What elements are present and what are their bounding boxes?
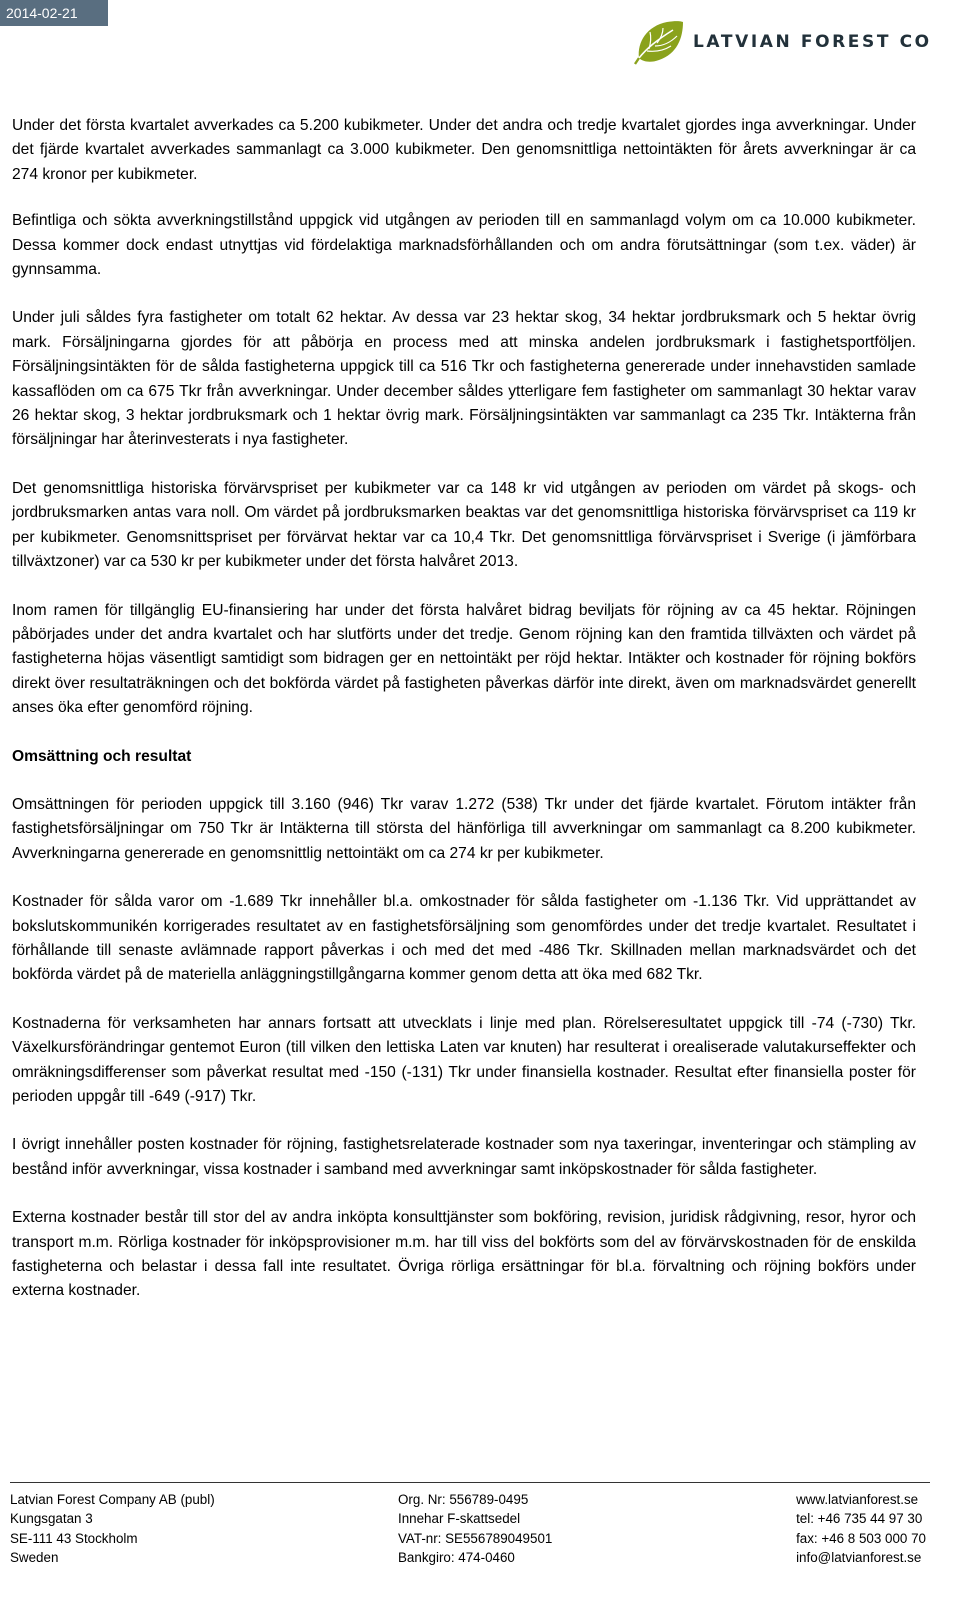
footer-line: SE-111 43 Stockholm: [10, 1530, 138, 1546]
footer-line: Kungsgatan 3: [10, 1511, 93, 1527]
footer-fax: fax: +46 8 503 000 70: [796, 1530, 926, 1546]
footer-line: Sweden: [10, 1550, 59, 1566]
report-date: 2014-02-21: [0, 0, 108, 26]
footer-line: VAT-nr: SE556789049501: [398, 1530, 553, 1546]
footer-company-address: [10, 1490, 215, 1568]
section-heading: Omsättning och resultat: [12, 747, 192, 765]
leaf-icon: [633, 18, 685, 66]
paragraph: Externa kostnader består till stor del av andra inköpta konsulttjänster som bokföring, revision, juridisk rådgivning, resor, hyror och transport m.m. Rörliga kostnader för inköpsprovisioner m.m. har till viss del bokförts som del av förvärvskostnaden för de enskilda fastigheterna och belastar i dessa fall inte resultatet. Övriga rörliga ersättningar för bl.a. förvaltning och röjning bokförs under externa kostnader.: [12, 1209, 916, 1300]
footer-line: Bankgiro: 474-0460: [398, 1550, 515, 1566]
paragraph: Det genomsnittliga historiska förvärvspriset per kubikmeter var ca 148 kr vid utgången av perioden om värdet på skogs- och jordbruksmarken antas vara noll. Om värdet på jordbruksmarken beaktas var det genomsnittliga historiska förvärvspriset ca 119 kr per kubikmeter. Genomsnittspriset per förvärvat hektar var ca 10,4 Tkr. Det genomsnittliga förvärvspriset i Sverige (i jämförbara tillväxtzoner) var ca 530 kr per kubikmeter under det första halvåret 2013.: [12, 479, 916, 571]
footer-website-link[interactable]: www.latvianforest.se: [796, 1492, 919, 1507]
footer-phone: tel: +46 735 44 97 30: [796, 1511, 923, 1527]
footer-contact: [796, 1490, 926, 1568]
paragraph: Inom ramen för tillgänglig EU-finansiering har under det första halvåret bidrag beviljats för röjning av ca 45 hektar. Röjningen påbörjades under det andra kvartalet och har slutförts under det tredje. Genom röjning kan den framtida tillväxten och värdet på fastigheterna höjas väsentligt samtidigt som bidragen ger en nettointäkt per röjd hektar. Intäkter och kostnader för röjning bokförs direkt över resultaträkningen och det bokförda värdet på fastigheten påverkas därför inte direkt, även om marknadsvärdet generellt anses öka efter genomförd röjning.: [12, 601, 916, 717]
footer-email-link[interactable]: info@latvianforest.se: [796, 1550, 922, 1566]
footer-line: Innehar F-skattsedel: [398, 1511, 521, 1527]
footer-registration: [398, 1490, 552, 1568]
footer-divider: [10, 1482, 930, 1483]
paragraph: Under det första kvartalet avverkades ca 5.200 kubikmeter. Under det andra och tredje kvartalet gjordes inga avverkningar. Under det fjärde kvartalet avverkades sammanlagt ca 3.000 kubikmeter. Den genomsnittliga nettointäkten för årets avverkningar är ca 274 kronor per kubikmeter.: [12, 117, 916, 183]
logo-text: LATVIAN FOREST CO: [693, 32, 932, 52]
footer-line: Org. Nr: 556789-0495: [398, 1492, 529, 1507]
report-body: [12, 114, 916, 1328]
company-logo: [633, 18, 933, 66]
paragraph: Omsättningen för perioden uppgick till 3.160 (946) Tkr varav 1.272 (538) Tkr under det fjärde kvartalet. Förutom intäkter från fastighetsförsäljningar om 750 Tkr är Intäkterna till största del hänförliga till avverkningar om sammanlagt ca 8.200 kubikmeter. Avverkningarna genererade en genomsnittlig nettointäkt om ca 274 kr per kubikmeter.: [12, 795, 916, 862]
paragraph: I övrigt innehåller posten kostnader för röjning, fastighetsrelaterade kostnader som nya taxeringar, inventeringar och stämpling av bestånd inför avverkningar, vissa kostnader i samband med avverkningar samt inköpskostnader för sålda fastigheter.: [12, 1136, 916, 1178]
footer-line: Latvian Forest Company AB (publ): [10, 1492, 215, 1507]
paragraph: Kostnaderna för verksamheten har annars fortsatt att utvecklats i linje med plan. Rörelseresultatet uppgick till -74 (-730) Tkr. Växelkursförändringar gentemot Euron (till vilken den lettiska Laten var knuten) har resulterat i orealiserade valutakurseffekter och omräkningsdifferenser som påverkat resultat med -150 (-131) Tkr under finansiella kostnader. Resultat efter finansiella poster för perioden uppgår till -649 (-917) Tkr.: [12, 1014, 916, 1105]
paragraph: Befintliga och sökta avverkningstillstånd uppgick vid utgången av perioden till en sammanlagd volym om ca 10.000 kubikmeter. Dessa kommer dock endast utnyttjas vid fördelaktiga marknadsförhållanden och om andra förutsättningar (som t.ex. väder) är gynnsamma.: [12, 212, 916, 279]
paragraph: Under juli såldes fyra fastigheter om totalt 62 hektar. Av dessa var 23 hektar skog, 34 hektar jordbruksmark och 5 hektar övrig mark. Försäljningarna gjordes för att påbörja en process med att minska andelen jordbruksmark i fastighetsportföljen. Försäljningsintäkten för de sålda fastigheterna uppgick till ca 516 Tkr och fastigheterna genererade under innehavstiden samlade kassaflöden om ca 675 Tkr från avverkningar. Under december såldes ytterligare fem fastigheter om sammanlagt 30 hektar varav 26 hektar skog, 3 hektar jordbruksmark och 1 hektar övrig mark. Försäljningsintäkten var sammanlagt ca 235 Tkr. Intäkterna från försäljningar har återinvesterats i nya fastigheter.: [12, 309, 916, 449]
paragraph: Kostnader för sålda varor om -1.689 Tkr innehåller bl.a. omkostnader för sålda fastigheter om -1.136 Tkr. Vid upprättandet av bokslutskommunikén korrigerades resultatet av en fastighetsförsäljning som genomfördes under det tredje kvartalet. Resultatet i förhållande till senaste avlämnade rapport påverkas i och med det med -486 Tkr. Skillnaden mellan marknadsvärdet och det bokförda värdet på de materiella anläggningstillgångarna kommer genom detta att öka med 682 Tkr.: [12, 893, 916, 984]
